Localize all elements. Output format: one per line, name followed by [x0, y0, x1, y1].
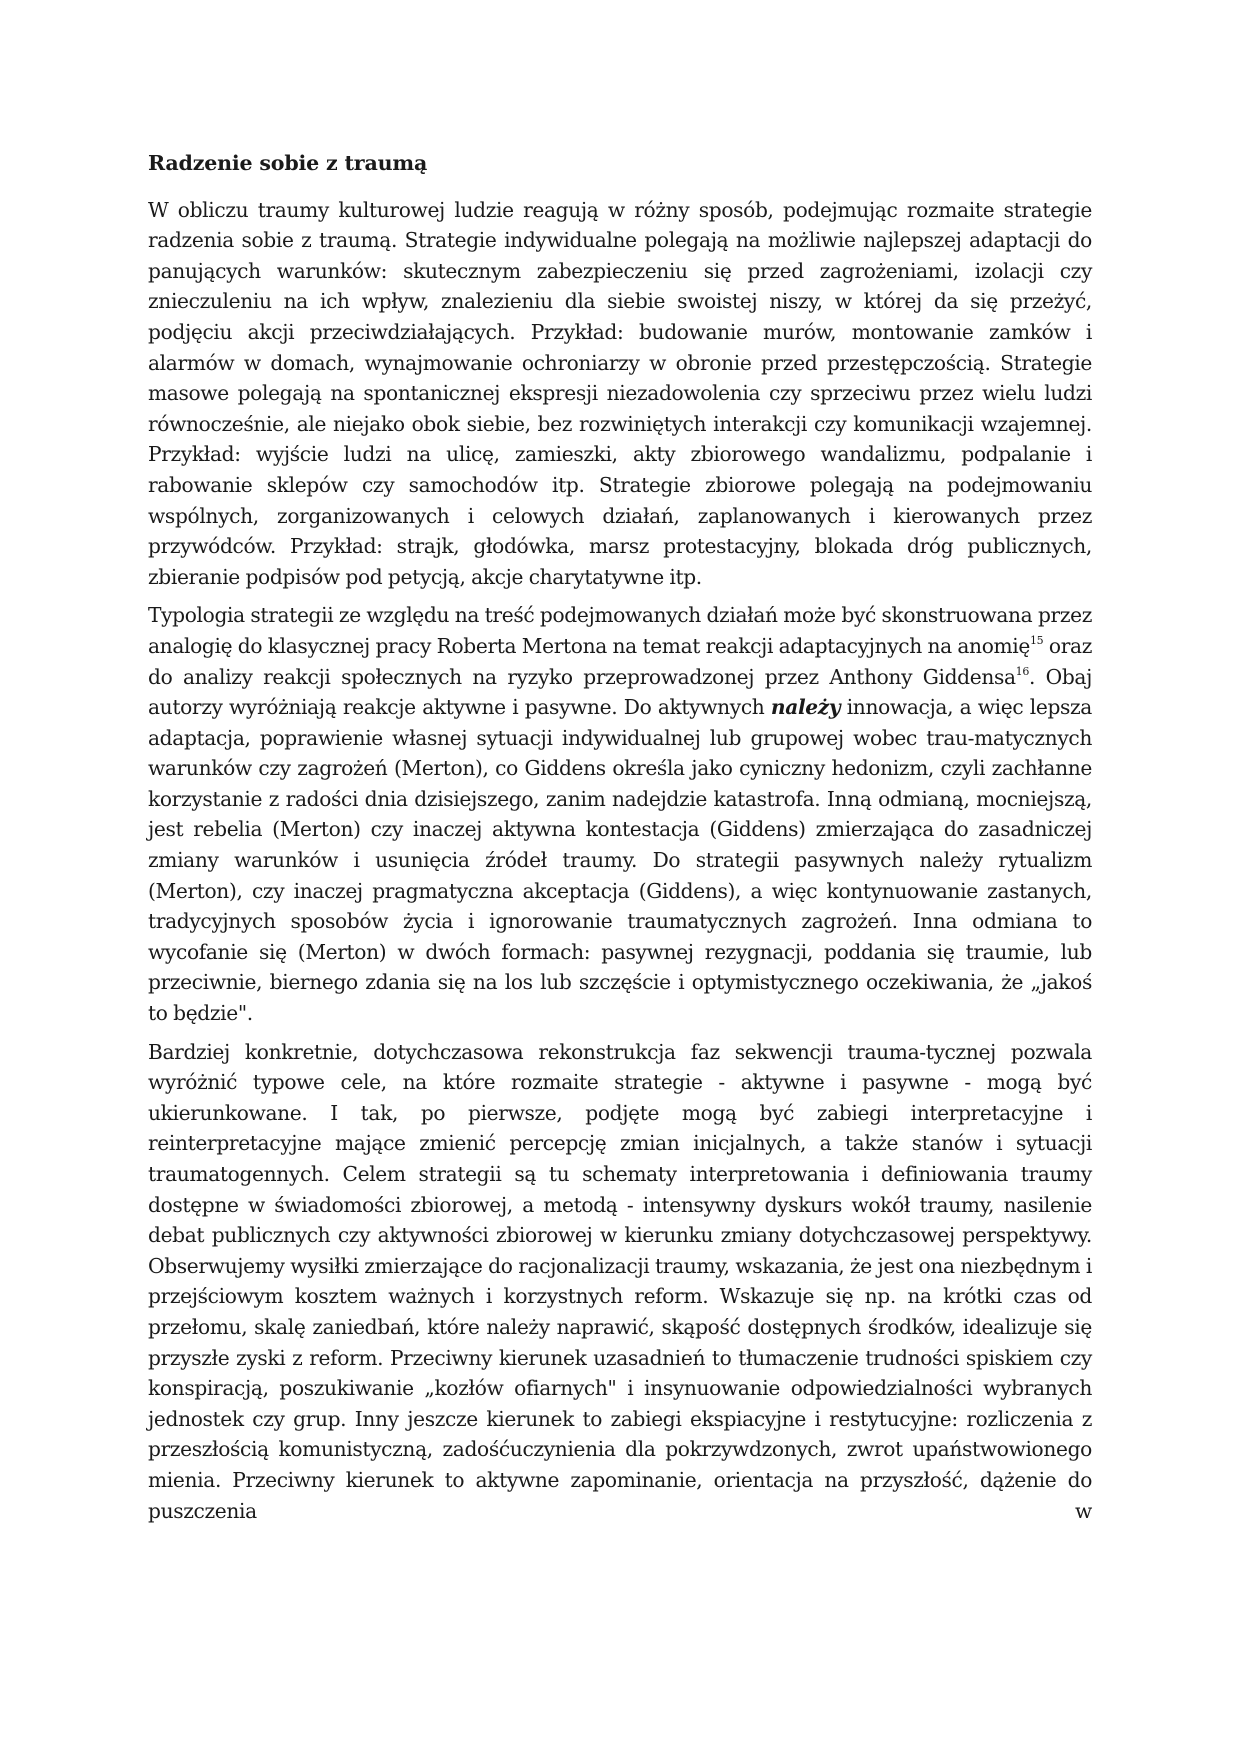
emphasized-word: należy	[770, 695, 841, 720]
document-page	[148, 148, 1092, 1534]
paragraph-2	[148, 600, 1092, 1028]
footnote-ref-15: 15	[1030, 633, 1044, 647]
paragraph-2-text-a: Typologia strategii ze względu na treść podejmowanych działań może być skonstruowana przez analogię do klasycznej pracy Roberta Mertona na temat reakcji adaptacyjnych na anomię	[148, 603, 1092, 658]
paragraph-1: W obliczu traumy kulturowej ludzie reagują w różny sposób, podejmując rozmaite strategie radzenia sobie z traumą. Strategie indywidualne polegają na możliwie najlepszej adaptacji do panujących warunków: skutecznym zabezpieczeniu się przed zagrożeniami, izolacji czy znieczuleniu na ich wpływ, znalezieniu dla siebie swoistej niszy, w której da się przeżyć, podjęciu akcji przeciwdziałających. Przykład: budowanie murów, montowanie zamków i alarmów w domach, wynajmowanie ochroniarzy w obronie przed przestępczością. Strategie masowe polegają na spontanicznej ekspresji niezadowolenia czy sprzeciwu przez wielu ludzi równocześnie, ale niejako obok siebie, bez rozwiniętych interakcji czy komunikacji wzajemnej. Przykład: wyjście ludzi na ulicę, zamieszki, akty zbiorowego wandalizmu, podpalanie i rabowanie sklepów czy samochodów itp. Strategie zbiorowe polegają na podejmowaniu wspólnych, zorganizowanych i celowych działań, zaplanowanych i kierowanych przez przywódców. Przykład: strajk, głodówka, marsz protestacyjny, blokada dróg publicznych, zbieranie podpisów pod petycją, akcje charytatywne itp.	[148, 197, 1092, 589]
paragraph-3: Bardziej konkretnie, dotychczasowa rekonstrukcja faz sekwencji trauma-tycznej pozwala wyróżnić typowe cele, na które rozmaite strategie - aktywne i pasywne - mogą być ukierunkowane. I tak, po pierwsze, podjęte mogą być zabiegi interpretacyjne i reinterpretacyjne mające zmienić percepcję zmian inicjalnych, a także stanów i sytuacji traumatogennych. Celem strategii są tu schematy interpretowania i definiowania traumy dostępne w świadomości zbiorowej, a metodą - intensywny dyskurs wokół traumy, nasilenie debat publicznych czy aktywności zbiorowej w kierunku zmiany dotychczasowej perspektywy. Obserwujemy wysiłki zmierzające do racjonalizacji traumy, wskazania, że jest ona niezbędnym i przejściowym kosztem ważnych i korzystnych reform. Wskazuje się np. na krótki czas od przełomu, skalę zaniedbań, które należy naprawić, skąpość dostępnych środków, idealizuje się przyszłe zyski z reform. Przeciwny kierunek uzasadnień to tłumaczenie trudności spiskiem czy konspiracją, poszukiwanie „kozłów ofiarnych" i insynuowanie odpowiedzialności wybranych jednostek czy grup. Inny jeszcze kierunek to zabiegi ekspiacyjne i restytucyjne: rozliczenia z przeszłością komunistyczną, zadośćuczynienia dla pokrzywdzonych, zwrot upaństwowionego mienia. Przeciwny kierunek to aktywne zapominanie, orientacja na przyszłość, dążenie do puszczenia w	[148, 1039, 1092, 1523]
section-heading: Radzenie sobie z traumą	[148, 151, 428, 175]
paragraph-2-text-c: . Obaj autorzy wyróżniają reakcje aktywne i pasywne. Do aktywnych	[148, 664, 1092, 720]
footnote-ref-16: 16	[1015, 664, 1029, 678]
paragraph-2-text-b: oraz do analizy reakcji społecznych na ryzyko przeprowadzonej przez Anthony Giddensa	[148, 633, 1092, 689]
paragraph-2-text-d: innowacja, a więc lepsza adaptacja, poprawienie własnej sytuacji indywidualnej lub grupowej wobec trau-matycznych warunków czy zagrożeń (Merton), co Giddens określa jako cyniczny hedonizm, czyli zachłanne korzystanie z radości dnia dzisiejszego, zanim nadejdzie katastrofa. Inną odmianą, mocniejszą, jest rebelia (Merton) czy inaczej aktywna kontestacja (Giddens) zmierzająca do zasadniczej zmiany warunków i usunięcia źródeł traumy. Do strategii pasywnych należy rytualizm (Merton), czy inaczej pragmatyczna akceptacja (Giddens), a więc kontynuowanie zastanych, tradycyjnych sposobów życia i ignorowanie traumatycznych zagrożeń. Inna odmiana to wycofanie się (Merton) w dwóch formach: pasywnej rezygnacji, poddania się traumie, lub przeciwnie, biernego zdania się na los lub szczęście i optymistycznego oczekiwania, że „jakoś to będzie".	[148, 695, 1092, 1026]
